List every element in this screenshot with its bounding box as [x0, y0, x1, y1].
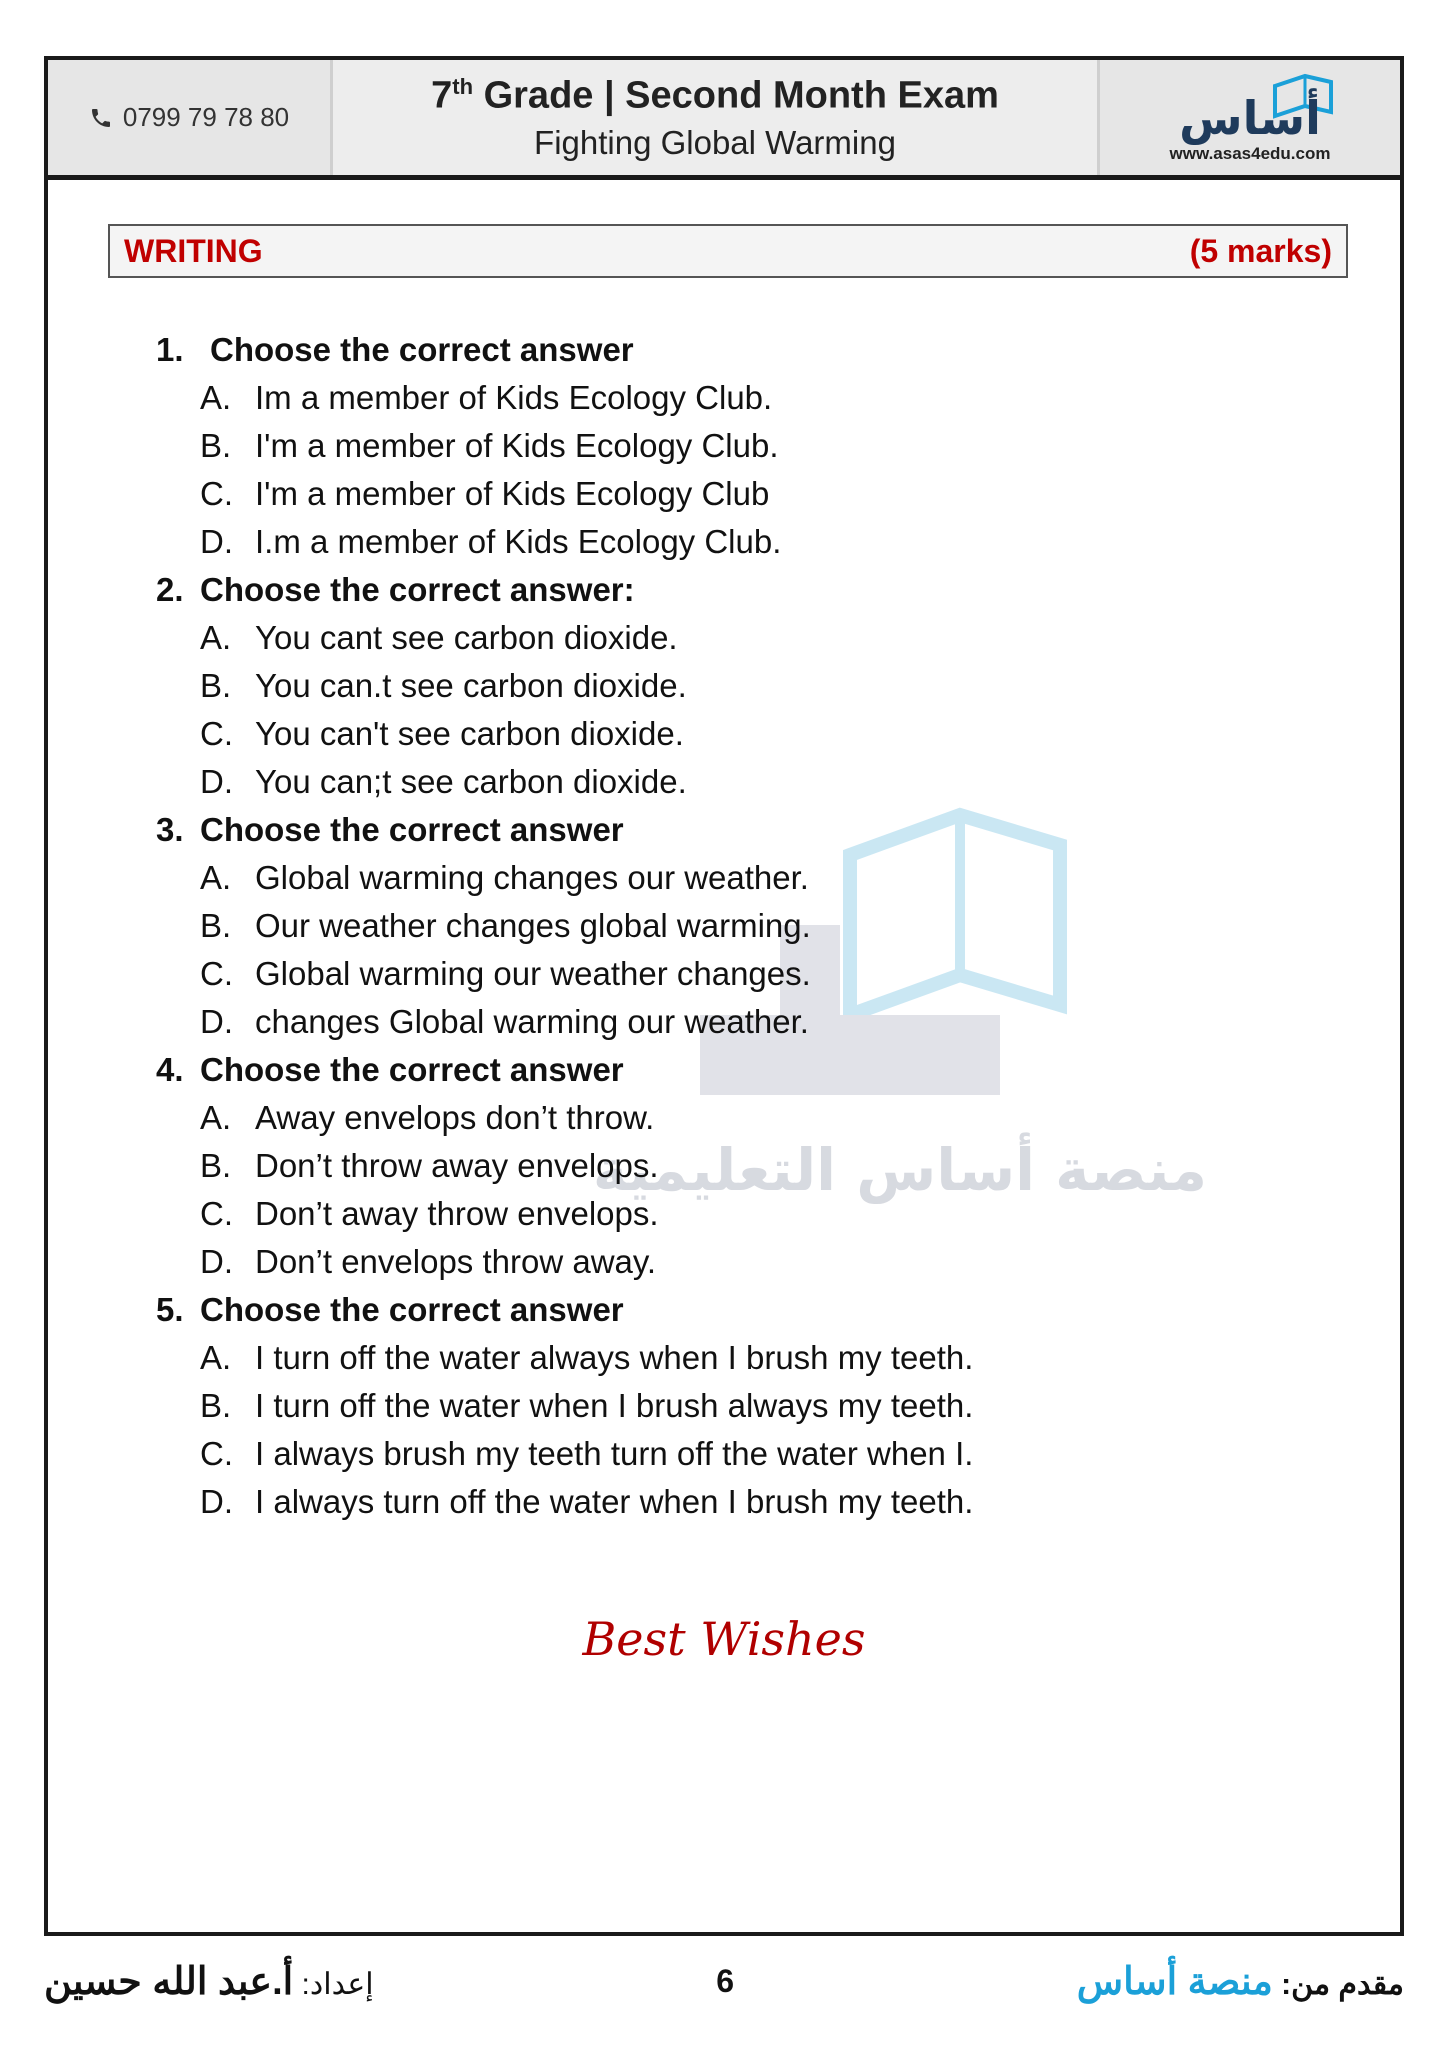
logo-url: www.asas4edu.com	[1169, 143, 1331, 163]
question-prompt: Choose the correct answer	[200, 1291, 624, 1328]
option-c[interactable]: C. Don’t away throw envelops.	[200, 1195, 659, 1232]
option-b[interactable]: B. I turn off the water when I brush always my teeth.	[200, 1387, 974, 1424]
page-number: 6	[716, 1962, 735, 1999]
asas-logo-icon	[1155, 72, 1345, 145]
questions-list	[156, 326, 1256, 1526]
svg-text:منصة أساس التعليمية: منصة أساس التعليمية	[592, 1136, 1208, 1204]
question-prompt: Choose the correct answer	[200, 1051, 624, 1088]
option-c[interactable]: C. Global warming our weather changes.	[200, 955, 811, 992]
phone-cell	[48, 60, 333, 175]
option-b[interactable]: B. Our weather changes global warming.	[200, 907, 811, 944]
option-a[interactable]: A. Away envelops don’t throw.	[200, 1099, 655, 1136]
option-b[interactable]: B. You can.t see carbon dioxide.	[200, 667, 687, 704]
phone-icon	[89, 106, 113, 130]
question-number: 4.	[156, 1051, 184, 1088]
presented-by: مقدم من: منصة أساس	[1076, 1960, 1404, 2003]
page-footer	[44, 1946, 1404, 2016]
exam-title: 7th Grade | Second Month Exam	[431, 74, 999, 117]
logo-cell	[1100, 60, 1400, 175]
question-3	[156, 806, 1256, 1046]
option-a[interactable]: A. I turn off the water always when I brush my teeth.	[200, 1339, 974, 1376]
exam-subtitle: Fighting Global Warming	[534, 123, 896, 161]
brand-name: منصة أساس	[1076, 1960, 1273, 2003]
exam-header	[44, 56, 1404, 180]
option-d[interactable]: D. Don’t envelops throw away.	[200, 1243, 657, 1280]
option-d[interactable]: D. I.m a member of Kids Ecology Club.	[200, 523, 782, 560]
question-prompt: Choose the correct answer	[200, 811, 624, 848]
option-c[interactable]: C. I always brush my teeth turn off the water when I.	[200, 1435, 974, 1472]
option-d[interactable]: D. You can;t see carbon dioxide.	[200, 763, 687, 800]
question-number: 1.	[156, 331, 184, 368]
question-prompt: Choose the correct answer:	[200, 571, 635, 608]
phone-number: 0799 79 78 80	[122, 102, 290, 132]
section-title: WRITING	[124, 232, 263, 269]
option-a[interactable]: A. Global warming changes our weather.	[200, 859, 809, 896]
option-a[interactable]: A. Im a member of Kids Ecology Club.	[200, 379, 773, 416]
question-2	[156, 566, 1256, 806]
section-header	[108, 224, 1348, 278]
closing-text: Best Wishes	[582, 1612, 866, 1666]
option-b[interactable]: B. I'm a member of Kids Ecology Club.	[200, 427, 779, 464]
option-c[interactable]: C. You can't see carbon dioxide.	[200, 715, 684, 752]
prepared-by: إعداد: أ.عبد الله حسين	[44, 1960, 374, 2003]
question-number: 2.	[156, 571, 184, 608]
author-name: أ.عبد الله حسين	[44, 1960, 294, 2003]
svg-text:أساس: أساس	[1179, 90, 1321, 145]
question-number: 3.	[156, 811, 184, 848]
section-marks: (5 marks)	[1189, 232, 1332, 269]
question-number: 5.	[156, 1291, 184, 1328]
option-a[interactable]: A. You cant see carbon dioxide.	[200, 619, 678, 656]
question-prompt: Choose the correct answer	[210, 331, 634, 368]
option-b[interactable]: B. Don’t throw away envelops.	[200, 1147, 659, 1184]
option-d[interactable]: D. I always turn off the water when I brush my teeth.	[200, 1483, 974, 1520]
option-c[interactable]: C. I'm a member of Kids Ecology Club	[200, 475, 770, 512]
question-4	[156, 1046, 1256, 1286]
question-5	[156, 1286, 1256, 1526]
option-d[interactable]: D. changes Global warming our weather.	[200, 1003, 809, 1040]
title-cell	[333, 60, 1100, 175]
question-1	[156, 326, 1256, 566]
